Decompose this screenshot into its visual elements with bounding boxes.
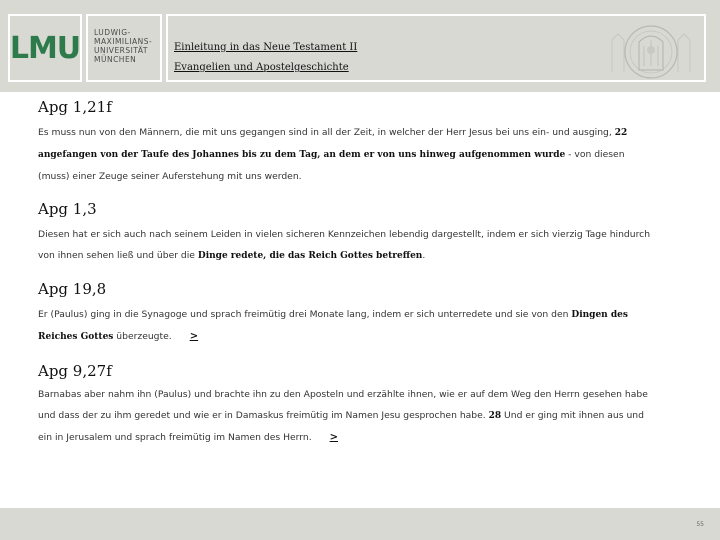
emphasized-text: 28 — [488, 411, 502, 421]
section-heading: Apg 9,27f — [38, 362, 112, 380]
slide-content — [0, 92, 720, 508]
text-part: - von diesen (muss) einer Zeuge seiner Auferstehung mit uns werden. — [38, 149, 625, 182]
university-line: MAXIMILIANS- — [94, 37, 153, 46]
text-part: Er (Paulus) ging in die Synagoge und sprach freimütig drei Monate lang, indem er sich unterredete und sie von den — [38, 309, 572, 320]
course-title[interactable]: Einleitung in das Neue Testament II — [174, 42, 358, 53]
slide-footer — [0, 508, 720, 540]
lmu-logo — [8, 14, 82, 82]
course-subtitle[interactable]: Evangelien und Apostelgeschichte — [174, 62, 349, 73]
next-slide-link[interactable]: > — [189, 331, 199, 342]
text-part: überzeugte. — [113, 331, 172, 342]
university-line: MÜNCHEN — [94, 55, 137, 64]
emphasized-text: Dingen des Reiches Gottes — [38, 310, 628, 342]
verse-text — [38, 122, 658, 187]
text-part: Barnabas aber nahm ihn (Paulus) und brachte ihn zu den Aposteln und erzählte ihnen, wie er auf dem Weg den Herrn gesehen habe und dass der zu ihm geredet und wie er in Damaskus freimütig im Namen Jesu gesprochen habe. — [38, 389, 648, 421]
text-part: Diesen hat er sich auch nach seinem Leiden in vielen sicheren Kennzeichen lebendig dargestellt, indem er sich vierzig Tage hindurch von ihnen sehen ließ und über die — [38, 229, 651, 261]
lmu-logo-text: LMU — [9, 30, 81, 66]
page-number: 55 — [696, 521, 704, 528]
verse-text — [38, 224, 658, 267]
section-heading: Apg 1,3 — [38, 200, 97, 218]
next-slide-link[interactable]: > — [329, 432, 339, 443]
university-name — [86, 14, 162, 82]
verse-text — [38, 304, 658, 348]
university-line: UNIVERSITÄT — [94, 46, 148, 55]
university-line: LUDWIG- — [94, 28, 131, 37]
section-heading: Apg 1,21f — [38, 98, 112, 116]
slide-header — [0, 0, 720, 92]
text-part: Und er ging mit ihnen aus und ein in Jerusalem und sprach freimütig im Namen des Herrn. — [38, 410, 644, 443]
text-part: . — [422, 250, 426, 261]
emphasized-text: 22 angefangen von der Taufe des Johannes bis zu dem Tag, an dem er von uns hinweg aufgenommen wurde — [38, 128, 628, 160]
section-heading: Apg 19,8 — [38, 280, 107, 298]
verse-text — [38, 384, 658, 448]
university-seal-image — [606, 20, 696, 80]
text-part: Es muss nun von den Männern, die mit uns gegangen sind in all der Zeit, in welcher der Herr Jesus bei uns ein- und ausging, — [38, 127, 615, 138]
course-info-box — [166, 14, 706, 82]
emphasized-text: Dinge redete, die das Reich Gottes betreffen — [197, 251, 423, 261]
